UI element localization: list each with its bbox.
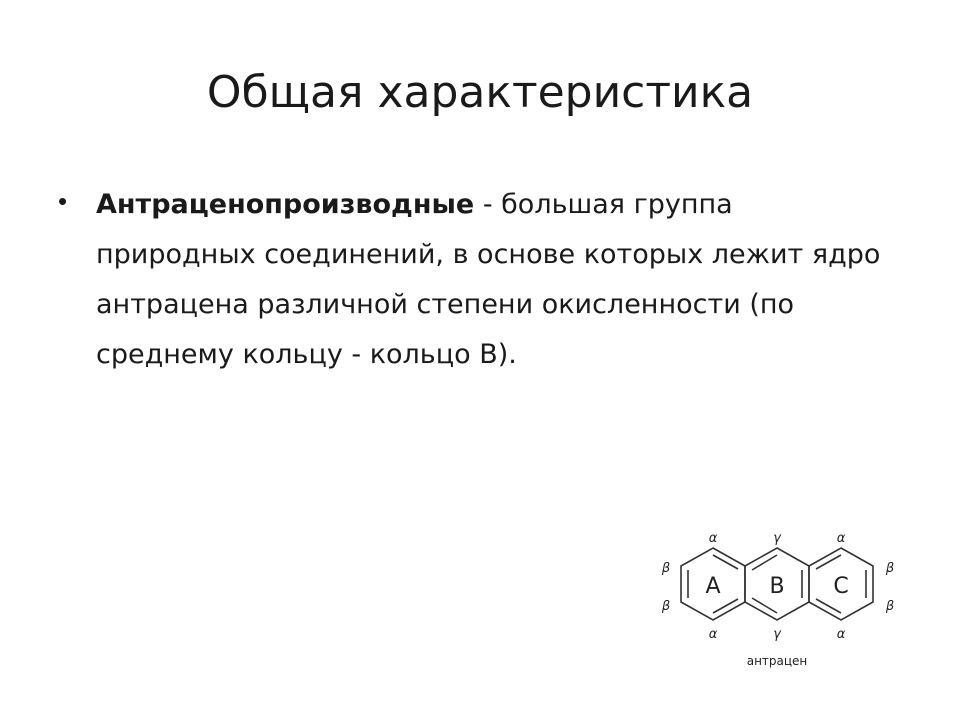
slide-title: Общая характеристика bbox=[206, 67, 754, 118]
alpha-label: α bbox=[836, 531, 846, 546]
beta-label: β bbox=[885, 599, 895, 614]
beta-label: β bbox=[661, 599, 671, 614]
bullet-term: Антраценопроизводные bbox=[96, 189, 475, 220]
bullet-marker: • bbox=[58, 186, 68, 216]
ring-label-a: A bbox=[705, 574, 721, 599]
bullet-body: - большая группа природных соединений, в основе которых лежит ядро антрацена различной степени окисленности (по среднему кольцу - кольцо В). bbox=[96, 189, 881, 370]
beta-label: β bbox=[885, 561, 895, 576]
alpha-label: α bbox=[708, 531, 718, 546]
ring-b-inner-bond bbox=[752, 598, 777, 613]
bullet-paragraph bbox=[96, 180, 896, 380]
alpha-label: α bbox=[836, 627, 846, 642]
alpha-label: α bbox=[708, 627, 718, 642]
figure-caption: антрацен bbox=[746, 654, 808, 668]
ring-c-inner-bond bbox=[816, 599, 841, 613]
ring-c-inner-bond bbox=[816, 555, 841, 569]
ring-b-inner-bond bbox=[752, 555, 777, 570]
gamma-label: γ bbox=[773, 627, 781, 642]
anthracene-structure bbox=[650, 520, 920, 680]
ring-label-b: B bbox=[769, 574, 785, 599]
ring-a-inner-bond bbox=[713, 555, 738, 569]
ring-a-inner-bond bbox=[713, 599, 738, 613]
ring-label-c: C bbox=[833, 574, 849, 599]
beta-label: β bbox=[661, 561, 671, 576]
gamma-label: γ bbox=[773, 531, 781, 546]
